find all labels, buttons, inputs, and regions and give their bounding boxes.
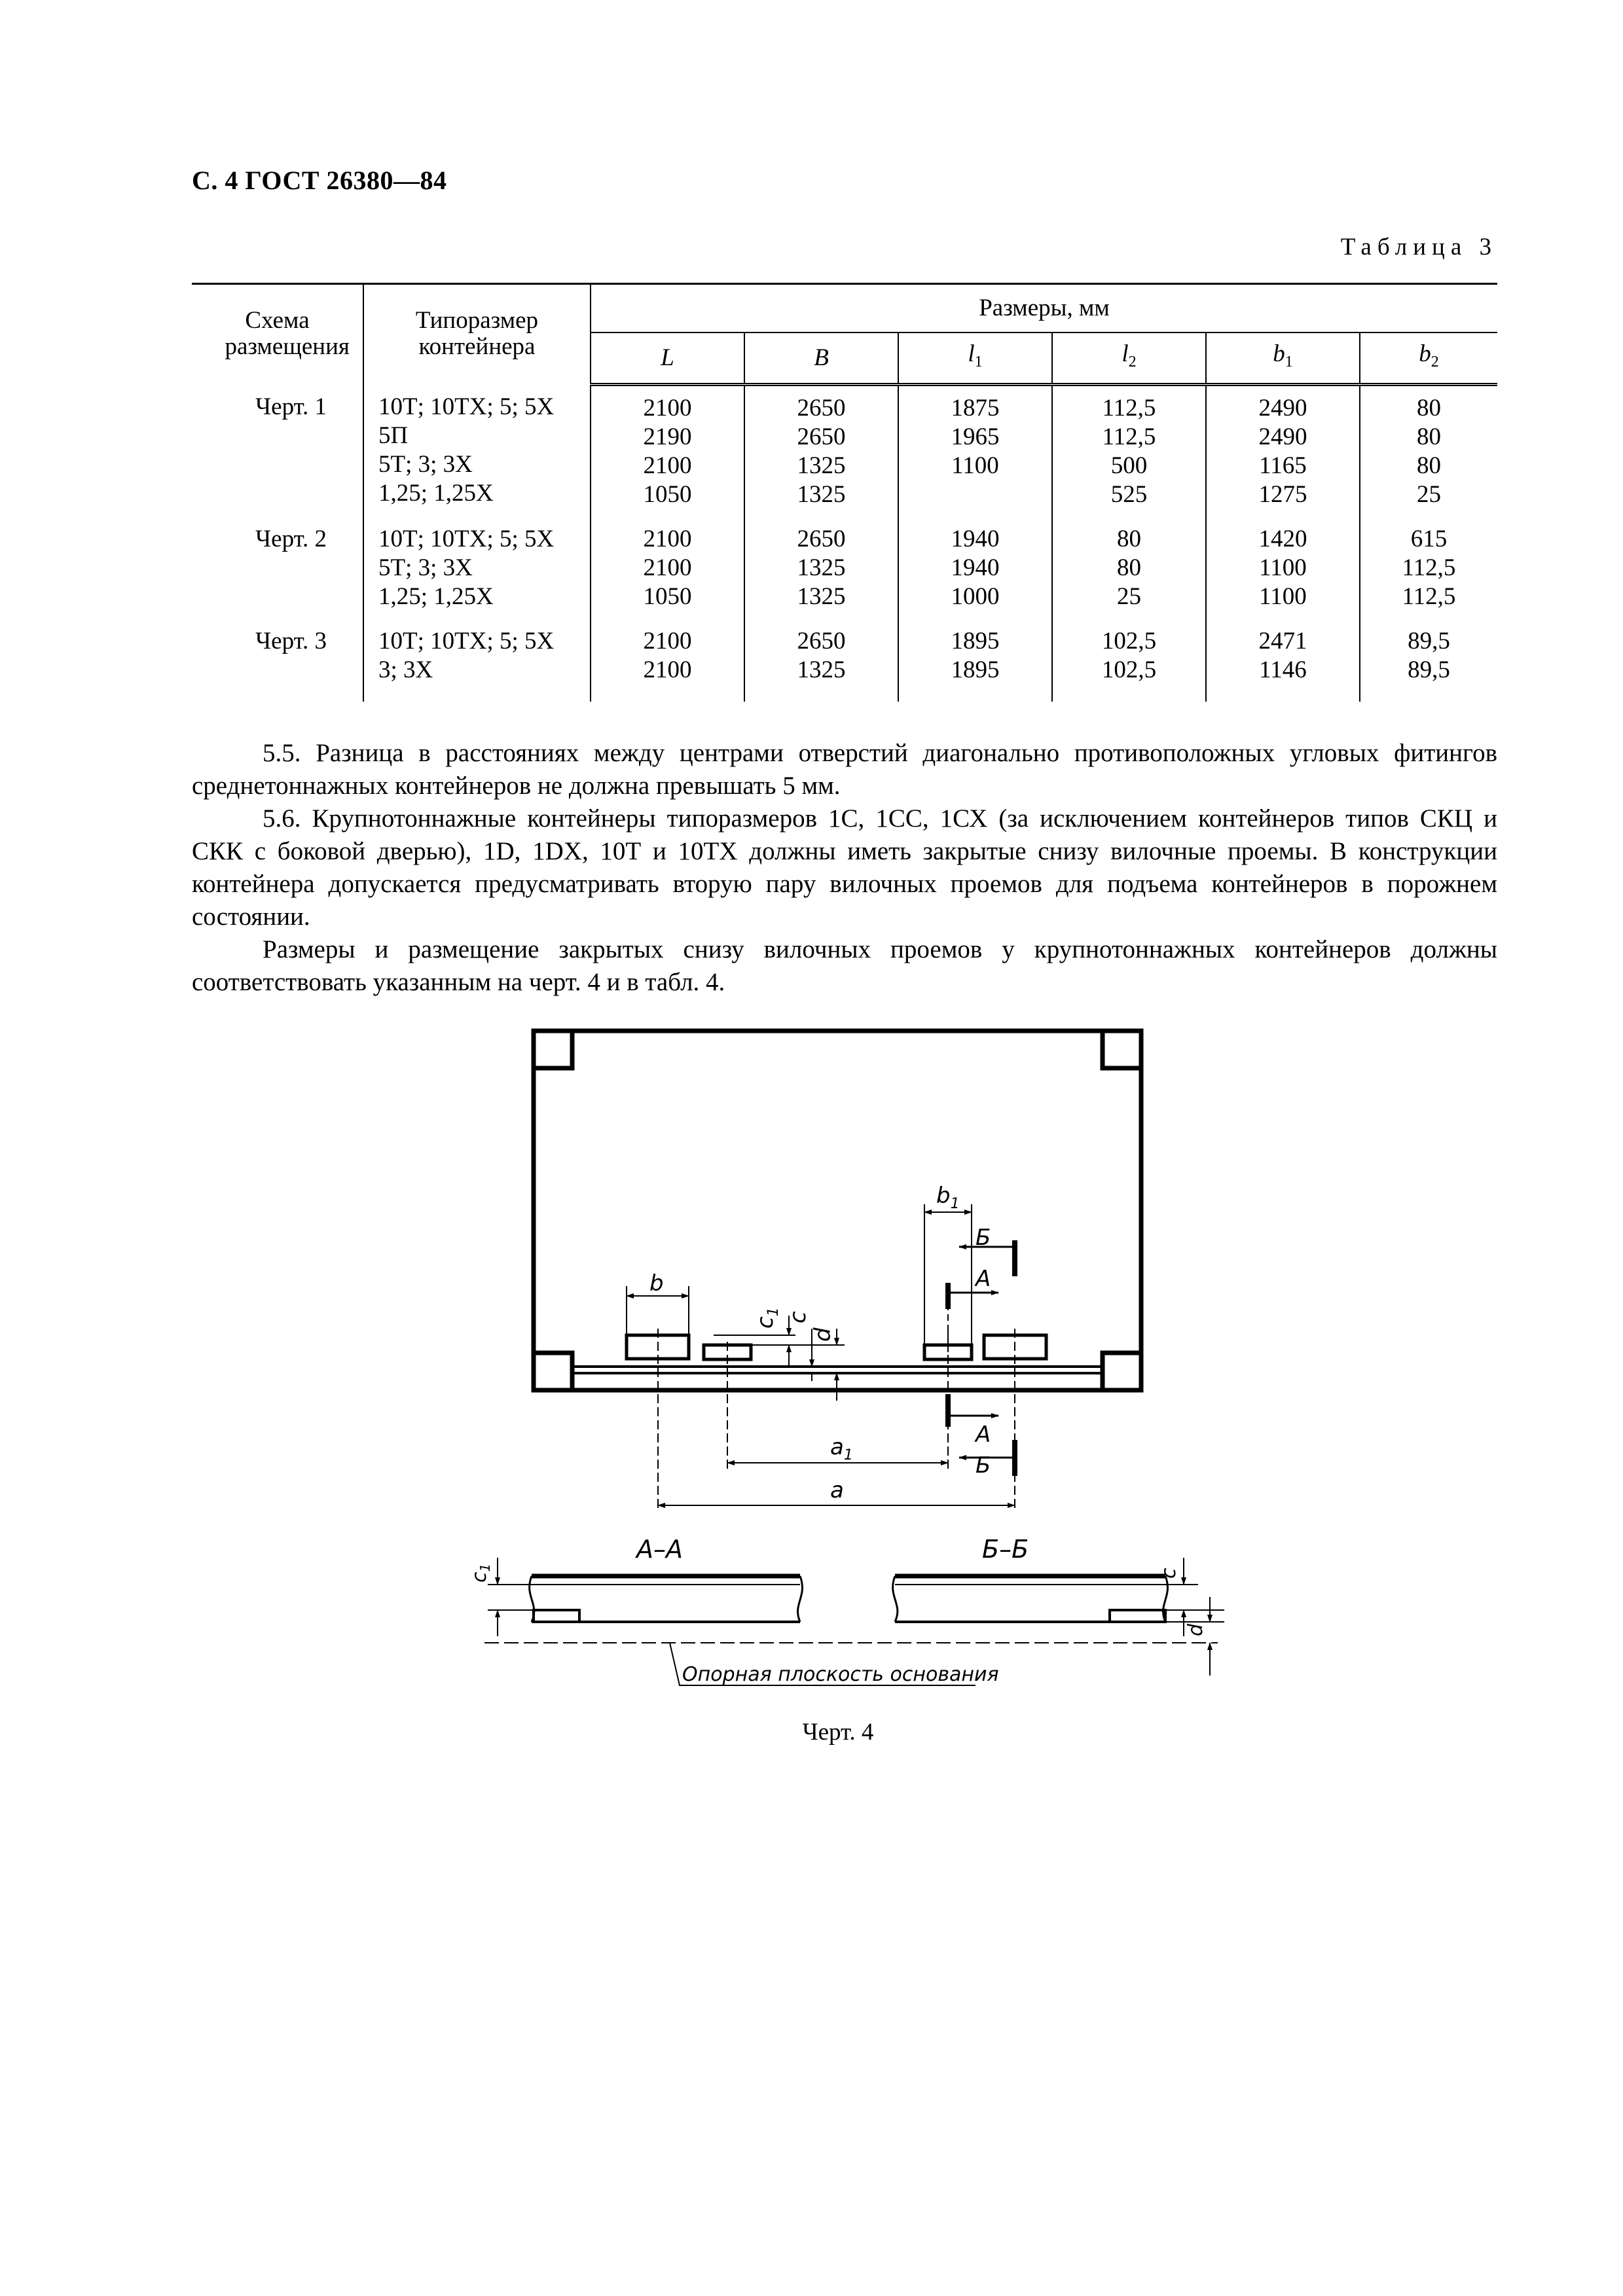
cell-value: 2100 — [643, 554, 692, 581]
cell-value: 2650 — [797, 526, 846, 552]
label-b1: $b_1$ — [936, 1183, 960, 1212]
cell-type-line: 5Т; 3; 3Х — [378, 450, 473, 478]
cell-value: 80 — [1117, 554, 1141, 581]
cell-value: 1965 — [951, 423, 1000, 450]
cell-value: 2490 — [1258, 423, 1307, 450]
cell-value: 102,5 — [1101, 628, 1157, 655]
header-l2: $l_2$ — [1052, 332, 1206, 385]
cell-value: 112,5 — [1402, 583, 1456, 610]
cell-value: 80 — [1417, 395, 1441, 422]
cell-value: 80 — [1117, 526, 1141, 552]
label-d-section: d — [1184, 1623, 1207, 1636]
paragraph-5-5: 5.5. Разница в расстояниях между центрами отверстий диагонально противоположных угловых фитингов среднетоннажных контейнеров не должна превышать 5 мм. — [192, 739, 1497, 800]
label-section-bb: Б–Б — [982, 1535, 1029, 1564]
cell-value: 525 — [1110, 481, 1148, 508]
drawing-labels — [649, 1183, 991, 1503]
label-section-aa: А–А — [636, 1535, 683, 1564]
cell-value: 1325 — [797, 554, 846, 581]
cell-type-line: 3; 3Х — [378, 656, 433, 683]
cell-value: 1895 — [951, 656, 1000, 683]
cell-type-line: 1,25; 1,25Х — [378, 479, 494, 507]
cell-value: 1940 — [951, 554, 1000, 581]
label-c: c — [785, 1311, 811, 1323]
cell-value: 89,5 — [1408, 656, 1450, 683]
header-b2: $b_2$ — [1360, 332, 1497, 385]
cell-value: 2100 — [643, 628, 692, 655]
cell-value: 2100 — [643, 395, 692, 422]
label-c-section: c — [1158, 1568, 1180, 1579]
header-type: Типоразмер контейнера — [363, 284, 591, 385]
cell-value: 2490 — [1258, 395, 1307, 422]
header-l1: $l_1$ — [898, 332, 1052, 385]
cell-type-line: 10Т; 10ТХ; 5; 5Х — [378, 526, 555, 552]
cell-value: 1325 — [797, 656, 846, 683]
cell-value: 2650 — [797, 423, 846, 450]
cell-value: 2471 — [1258, 628, 1307, 655]
drawing-caption: Черт. 4 — [802, 1719, 874, 1746]
cell-type-line: 1,25; 1,25Х — [378, 583, 494, 610]
cell-value: 615 — [1410, 526, 1448, 552]
cell-value: 1275 — [1258, 481, 1307, 508]
label-sec-a-top: А — [976, 1266, 991, 1292]
header-b1: $b_1$ — [1206, 332, 1360, 385]
cell-value: 2100 — [643, 452, 692, 479]
label-c1: $c_1$ — [752, 1307, 782, 1329]
label-b: b — [649, 1270, 664, 1297]
cell-value: 1100 — [1259, 554, 1307, 581]
cell-value: 80 — [1417, 423, 1441, 450]
page-header: С. 4 ГОСТ 26380—84 — [192, 166, 447, 195]
cell-value: 102,5 — [1101, 656, 1157, 683]
table-caption: Таблица 3 — [1340, 234, 1497, 260]
cell-value: 1325 — [797, 481, 846, 508]
label-c1-section: $c_1$ — [468, 1563, 493, 1583]
cell-value: 1146 — [1259, 656, 1307, 683]
cell-value: 2100 — [643, 656, 692, 683]
cell-value: 2100 — [643, 526, 692, 552]
cell-value: 1165 — [1259, 452, 1307, 479]
label-a: a — [830, 1477, 844, 1503]
cell-value: 80 — [1417, 452, 1441, 479]
paragraph-5-6: 5.6. Крупнотоннажные контейнеры типоразмеров 1С, 1СС, 1СХ (за исключением контейнеров типов СКЦ и СКК с боковой дверью), 1D, 1DХ, 10Т и 10ТХ должны иметь закрытые снизу вилочные проемы. В конструкции контейнера допускается предусматривать вторую пару вилочных проемов для подъема контейнеров в порожнем состоянии. — [192, 804, 1497, 931]
cell-value: 112,5 — [1102, 423, 1156, 450]
cell-value: 1325 — [797, 583, 846, 610]
cell-value: 1420 — [1258, 526, 1307, 552]
cell-value: 25 — [1117, 583, 1141, 610]
cell-value: 25 — [1417, 481, 1441, 508]
cell-value: 1000 — [951, 583, 1000, 610]
label-base-plane: Опорная плоскость основания — [682, 1663, 999, 1686]
cell-type-line: 10Т; 10ТХ; 5; 5Х — [378, 393, 555, 420]
cell-value: 2650 — [797, 628, 846, 655]
cell-type-line: 5П — [378, 422, 409, 449]
label-d: d — [810, 1327, 836, 1342]
cell-scheme: Черт. 2 — [255, 526, 327, 552]
label-sec-b-bottom: Б — [976, 1452, 991, 1479]
cell-type-line: 5Т; 3; 3Х — [378, 554, 473, 581]
cell-value: 1325 — [797, 452, 846, 479]
header-B: B — [744, 332, 898, 385]
cell-value: 112,5 — [1102, 395, 1156, 422]
cell-scheme: Черт. 1 — [255, 393, 327, 420]
cell-value: 1875 — [951, 395, 1000, 422]
cell-value: 2190 — [643, 423, 692, 450]
cell-type-line: 10Т; 10ТХ; 5; 5Х — [378, 628, 555, 655]
header-L: L — [591, 332, 744, 385]
cell-value: 89,5 — [1408, 628, 1450, 655]
paragraph-sizes: Размеры и размещение закрытых снизу вилочных проемов у крупнотоннажных контейнеров должны соответствовать указанным на черт. 4 и в табл. 4. — [192, 935, 1497, 996]
header-dims: Размеры, мм — [591, 284, 1497, 333]
cell-value: 1100 — [951, 452, 999, 479]
cell-value: 500 — [1110, 452, 1148, 479]
cell-value: 2650 — [797, 395, 846, 422]
cell-value: 1895 — [951, 628, 1000, 655]
cell-value: 1050 — [643, 481, 692, 508]
header-scheme: Схема размещения — [225, 307, 350, 361]
cell-scheme: Черт. 3 — [255, 628, 327, 655]
label-a1: $a_1$ — [830, 1434, 853, 1463]
label-sec-b-top: Б — [976, 1225, 991, 1251]
cell-value: 112,5 — [1402, 554, 1456, 581]
cell-value: 1940 — [951, 526, 1000, 552]
label-sec-a-bottom: А — [976, 1422, 991, 1448]
cell-value: 1100 — [1259, 583, 1307, 610]
cell-value: 1050 — [643, 583, 692, 610]
